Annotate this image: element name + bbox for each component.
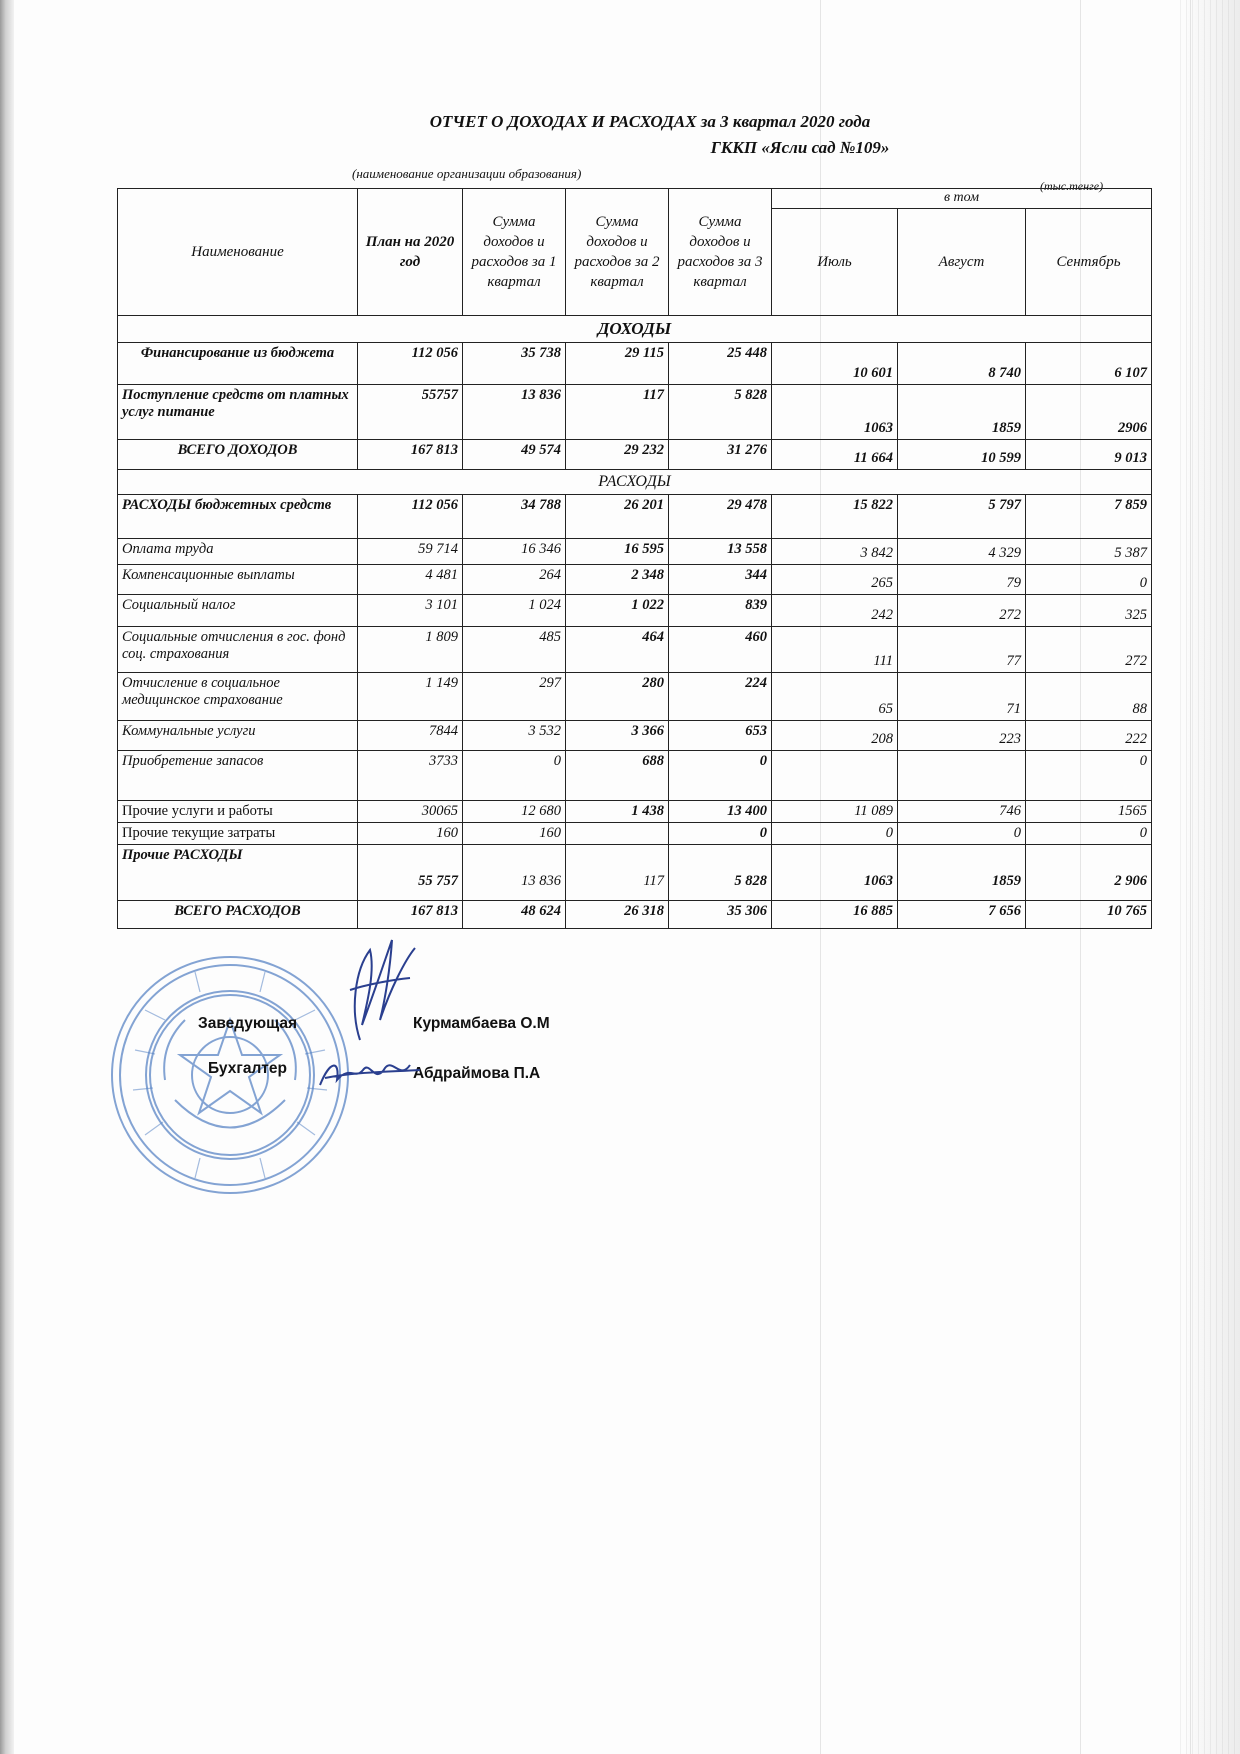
cell-q1: 3 532 bbox=[463, 721, 566, 751]
row-name: Компенсационные выплаты bbox=[118, 565, 358, 595]
cell-plan: 112 056 bbox=[358, 495, 463, 539]
cell-jul: 1063 bbox=[772, 385, 898, 440]
report-table bbox=[117, 188, 1152, 929]
cell-plan: 1 149 bbox=[358, 673, 463, 721]
accountant-title: Бухгалтер bbox=[208, 1060, 287, 1077]
expense-row bbox=[118, 845, 1152, 901]
row-name: Прочие текущие затраты bbox=[118, 823, 358, 845]
cell-sep: 9 013 bbox=[1026, 440, 1152, 470]
cell-q1: 34 788 bbox=[463, 495, 566, 539]
scan-streak bbox=[1190, 0, 1191, 1754]
row-name: РАСХОДЫ бюджетных средств bbox=[118, 495, 358, 539]
cell-plan: 30065 bbox=[358, 801, 463, 823]
cell-plan: 59 714 bbox=[358, 539, 463, 565]
expense-row bbox=[118, 823, 1152, 845]
cell-aug: 8 740 bbox=[898, 343, 1026, 385]
cell-q2: 3 366 bbox=[566, 721, 669, 751]
income-section-row bbox=[118, 316, 1152, 343]
header-q2: Сумма доходов и расходов за 2 квартал bbox=[566, 189, 669, 316]
income-row bbox=[118, 385, 1152, 440]
header-q3: Сумма доходов и расходов за 3 квартал bbox=[669, 189, 772, 316]
cell-q2: 16 595 bbox=[566, 539, 669, 565]
cell-q1: 0 bbox=[463, 751, 566, 801]
organization-caption: (наименование организации образования) bbox=[352, 166, 582, 181]
cell-plan: 112 056 bbox=[358, 343, 463, 385]
cell-q1: 12 680 bbox=[463, 801, 566, 823]
row-name: Прочие услуги и работы bbox=[118, 801, 358, 823]
cell-q1: 160 bbox=[463, 823, 566, 845]
cell-q2: 117 bbox=[566, 845, 669, 901]
cell-plan: 55 757 bbox=[358, 845, 463, 901]
cell-aug: 1859 bbox=[898, 385, 1026, 440]
cell-aug: 7 656 bbox=[898, 901, 1026, 929]
row-name: Поступление средств от платных услуг питание bbox=[118, 385, 358, 440]
expense-total-row bbox=[118, 901, 1152, 929]
cell-sep: 88 bbox=[1026, 673, 1152, 721]
header-plan: План на 2020 год bbox=[358, 189, 463, 316]
income-row bbox=[118, 343, 1152, 385]
cell-jul: 65 bbox=[772, 673, 898, 721]
cell-q3: 13 400 bbox=[669, 801, 772, 823]
row-name: Оплата труда bbox=[118, 539, 358, 565]
cell-plan: 55757 bbox=[358, 385, 463, 440]
cell-aug: 272 bbox=[898, 595, 1026, 627]
expense-row bbox=[118, 539, 1152, 565]
cell-q3: 5 828 bbox=[669, 385, 772, 440]
cell-q3: 31 276 bbox=[669, 440, 772, 470]
cell-sep: 0 bbox=[1026, 751, 1152, 801]
cell-aug: 746 bbox=[898, 801, 1026, 823]
row-name: Финансирование из бюджета bbox=[118, 343, 358, 385]
expense-row bbox=[118, 801, 1152, 823]
cell-jul: 265 bbox=[772, 565, 898, 595]
expense-section-row bbox=[118, 470, 1152, 495]
header-august: Август bbox=[898, 208, 1026, 315]
cell-jul: 10 601 bbox=[772, 343, 898, 385]
cell-aug: 4 329 bbox=[898, 539, 1026, 565]
cell-q3: 25 448 bbox=[669, 343, 772, 385]
expense-row bbox=[118, 721, 1152, 751]
cell-q3: 0 bbox=[669, 751, 772, 801]
cell-sep: 2906 bbox=[1026, 385, 1152, 440]
cell-q1: 485 bbox=[463, 627, 566, 673]
cell-q3: 344 bbox=[669, 565, 772, 595]
header-september: Сентябрь bbox=[1026, 208, 1152, 315]
cell-q1: 49 574 bbox=[463, 440, 566, 470]
cell-q1: 13 836 bbox=[463, 385, 566, 440]
cell-plan: 167 813 bbox=[358, 440, 463, 470]
scan-edge-left bbox=[0, 0, 14, 1754]
cell-sep: 1565 bbox=[1026, 801, 1152, 823]
cell-aug bbox=[898, 751, 1026, 801]
cell-q2: 688 bbox=[566, 751, 669, 801]
header-row bbox=[118, 189, 1152, 209]
row-name: Приобретение запасов bbox=[118, 751, 358, 801]
cell-sep: 0 bbox=[1026, 565, 1152, 595]
cell-aug: 77 bbox=[898, 627, 1026, 673]
cell-jul: 208 bbox=[772, 721, 898, 751]
cell-aug: 79 bbox=[898, 565, 1026, 595]
header-name: Наименование bbox=[118, 189, 358, 316]
expense-section-title: РАСХОДЫ bbox=[118, 470, 1152, 495]
row-name: Социальные отчисления в гос. фонд соц. страхования bbox=[118, 627, 358, 673]
cell-jul: 242 bbox=[772, 595, 898, 627]
cell-plan: 167 813 bbox=[358, 901, 463, 929]
cell-q3: 0 bbox=[669, 823, 772, 845]
cell-q2 bbox=[566, 823, 669, 845]
cell-sep: 7 859 bbox=[1026, 495, 1152, 539]
head-title: Заведующая bbox=[198, 1015, 298, 1032]
cell-q2: 280 bbox=[566, 673, 669, 721]
cell-q3: 224 bbox=[669, 673, 772, 721]
cell-sep: 10 765 bbox=[1026, 901, 1152, 929]
cell-sep: 2 906 bbox=[1026, 845, 1152, 901]
cell-sep: 325 bbox=[1026, 595, 1152, 627]
cell-q3: 13 558 bbox=[669, 539, 772, 565]
cell-aug: 1859 bbox=[898, 845, 1026, 901]
cell-jul: 0 bbox=[772, 823, 898, 845]
cell-sep: 222 bbox=[1026, 721, 1152, 751]
cell-q3: 5 828 bbox=[669, 845, 772, 901]
cell-plan: 4 481 bbox=[358, 565, 463, 595]
cell-q2: 29 232 bbox=[566, 440, 669, 470]
cell-q2: 26 201 bbox=[566, 495, 669, 539]
cell-q2: 1 438 bbox=[566, 801, 669, 823]
cell-q3: 839 bbox=[669, 595, 772, 627]
head-name: Курмамбаева О.М bbox=[413, 1015, 550, 1032]
cell-q3: 653 bbox=[669, 721, 772, 751]
cell-q1: 48 624 bbox=[463, 901, 566, 929]
cell-jul: 11 664 bbox=[772, 440, 898, 470]
expense-row bbox=[118, 565, 1152, 595]
row-name: Прочие РАСХОДЫ bbox=[118, 845, 358, 901]
expense-row bbox=[118, 627, 1152, 673]
cell-q3: 35 306 bbox=[669, 901, 772, 929]
cell-jul: 111 bbox=[772, 627, 898, 673]
cell-aug: 10 599 bbox=[898, 440, 1026, 470]
income-section-title: ДОХОДЫ bbox=[118, 316, 1152, 343]
expense-row bbox=[118, 673, 1152, 721]
cell-sep: 5 387 bbox=[1026, 539, 1152, 565]
cell-q1: 16 346 bbox=[463, 539, 566, 565]
cell-jul: 3 842 bbox=[772, 539, 898, 565]
row-name: Социальный налог bbox=[118, 595, 358, 627]
cell-q2: 2 348 bbox=[566, 565, 669, 595]
cell-aug: 71 bbox=[898, 673, 1026, 721]
head-signature bbox=[330, 930, 430, 1045]
expense-row bbox=[118, 595, 1152, 627]
cell-jul bbox=[772, 751, 898, 801]
cell-plan: 7844 bbox=[358, 721, 463, 751]
cell-plan: 1 809 bbox=[358, 627, 463, 673]
row-name: Отчисление в социальное медицинское страхование bbox=[118, 673, 358, 721]
cell-q1: 13 836 bbox=[463, 845, 566, 901]
row-name: ВСЕГО РАСХОДОВ bbox=[118, 901, 358, 929]
cell-q1: 1 024 bbox=[463, 595, 566, 627]
row-name: ВСЕГО ДОХОДОВ bbox=[118, 440, 358, 470]
scan-edge-right bbox=[1180, 0, 1240, 1754]
cell-plan: 3733 bbox=[358, 751, 463, 801]
cell-q2: 1 022 bbox=[566, 595, 669, 627]
cell-q2: 464 bbox=[566, 627, 669, 673]
cell-jul: 16 885 bbox=[772, 901, 898, 929]
header-q1: Сумма доходов и расходов за 1 квартал bbox=[463, 189, 566, 316]
cell-sep: 6 107 bbox=[1026, 343, 1152, 385]
cell-q1: 35 738 bbox=[463, 343, 566, 385]
cell-q2: 26 318 bbox=[566, 901, 669, 929]
header-in-total: в том bbox=[772, 189, 1152, 209]
income-total-row bbox=[118, 440, 1152, 470]
organization-name: ГККП «Ясли сад №109» bbox=[710, 138, 890, 157]
cell-q2: 117 bbox=[566, 385, 669, 440]
row-name: Коммунальные услуги bbox=[118, 721, 358, 751]
cell-q1: 297 bbox=[463, 673, 566, 721]
accountant-signature bbox=[315, 1050, 425, 1100]
cell-q3: 460 bbox=[669, 627, 772, 673]
cell-jul: 15 822 bbox=[772, 495, 898, 539]
cell-sep: 272 bbox=[1026, 627, 1152, 673]
cell-aug: 5 797 bbox=[898, 495, 1026, 539]
cell-jul: 1063 bbox=[772, 845, 898, 901]
cell-q3: 29 478 bbox=[669, 495, 772, 539]
cell-aug: 0 bbox=[898, 823, 1026, 845]
cell-aug: 223 bbox=[898, 721, 1026, 751]
cell-plan: 3 101 bbox=[358, 595, 463, 627]
accountant-name: Абдраймова П.А bbox=[413, 1065, 541, 1082]
cell-sep: 0 bbox=[1026, 823, 1152, 845]
header-july: Июль bbox=[772, 208, 898, 315]
cell-q1: 264 bbox=[463, 565, 566, 595]
cell-jul: 11 089 bbox=[772, 801, 898, 823]
units-note: (тыс.тенге) bbox=[1040, 179, 1104, 193]
expense-row bbox=[118, 495, 1152, 539]
cell-q2: 29 115 bbox=[566, 343, 669, 385]
expense-row bbox=[118, 751, 1152, 801]
cell-plan: 160 bbox=[358, 823, 463, 845]
report-title: ОТЧЕТ О ДОХОДАХ И РАСХОДАХ за 3 квартал 2020 года bbox=[429, 112, 871, 131]
